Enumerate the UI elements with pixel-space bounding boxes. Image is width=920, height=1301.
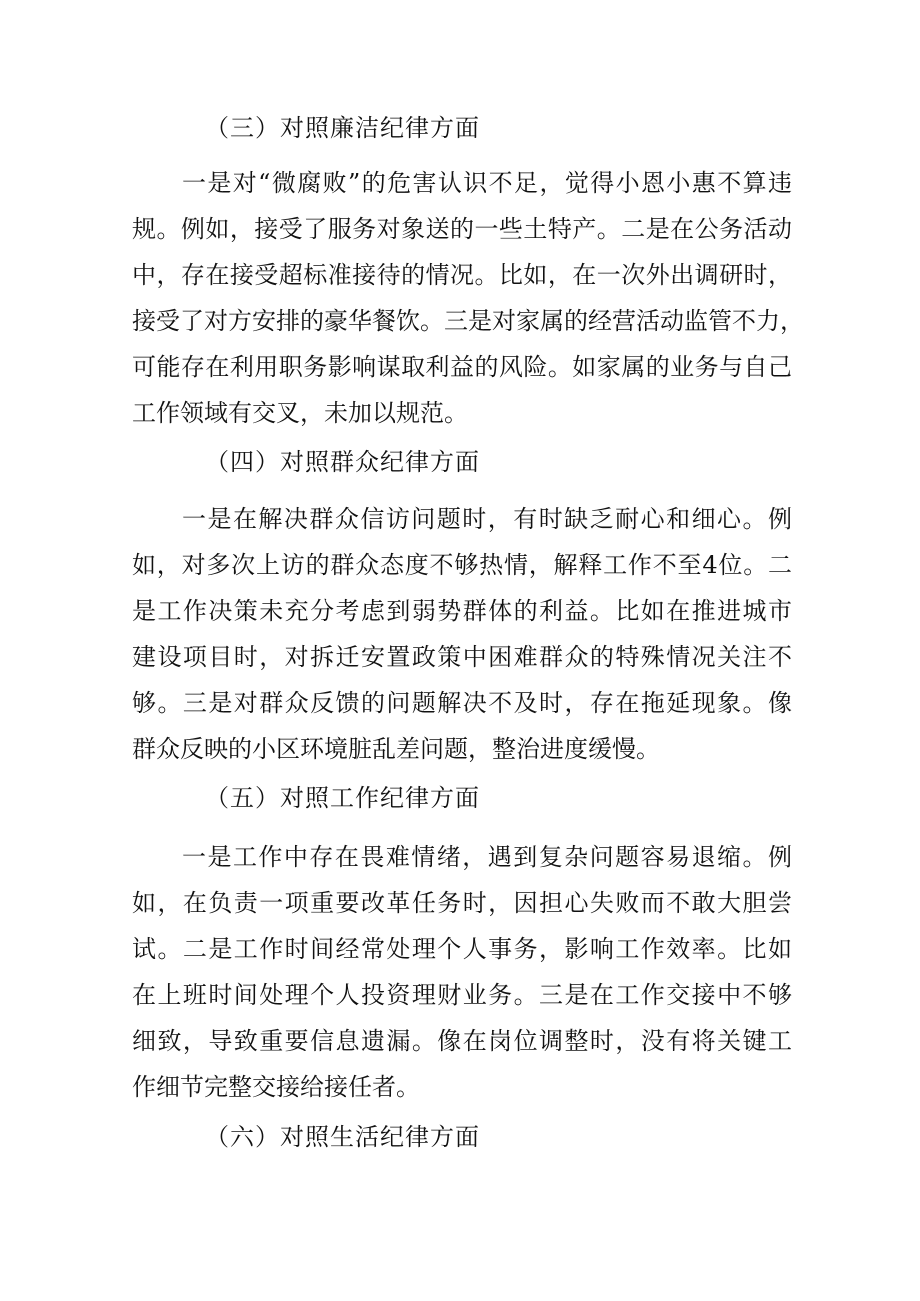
paragraph-line: 一是在解决群众信访问题时，有时缺乏耐心和细心。例 — [182, 505, 792, 533]
paragraph-line: 如，在负责一项重要改革任务时，因担心失败而不敢大胆尝 — [132, 889, 792, 917]
paragraph-line: 建设项目时，对拆迁安置政策中困难群众的特殊情况关注不 — [132, 643, 792, 671]
paragraph-line: 规。例如，接受了服务对象送的一些土特产。二是在公务活动 — [132, 215, 792, 243]
paragraph-line: 一是对“微腐败”的危害认识不足，觉得小恩小惠不算违 — [182, 169, 792, 197]
paragraph-line: 如，对多次上访的群众态度不够热情，解释工作不至4位。二 — [132, 551, 792, 579]
paragraph-line: 可能存在利用职务影响谋取利益的风险。如家属的业务与自己 — [132, 353, 792, 381]
section-paragraph-4 — [132, 496, 792, 772]
section-heading-5: （五）对照工作纪律方面 — [205, 784, 480, 812]
section-heading-6: （六）对照生活纪律方面 — [205, 1123, 480, 1151]
section-paragraph-3 — [132, 160, 804, 436]
section-heading-3: （三）对照廉洁纪律方面 — [205, 114, 480, 142]
paragraph-line: 细致，导致重要信息遗漏。像在岗位调整时，没有将关键工 — [132, 1027, 792, 1055]
paragraph-line: 接受了对方安排的豪华餐饮。三是对家属的经营活动监管不力， — [132, 307, 804, 335]
paragraph-line: 作细节完整交接给接任者。 — [132, 1073, 420, 1101]
paragraph-line: 中，存在接受超标准接待的情况。比如，在一次外出调研时， — [132, 261, 792, 289]
paragraph-line: 是工作决策未充分考虑到弱势群体的利益。比如在推进城市 — [132, 597, 792, 625]
paragraph-line: 一是工作中存在畏难情绪，遇到复杂问题容易退缩。例 — [182, 843, 792, 871]
paragraph-line: 群众反映的小区环境脏乱差问题，整治进度缓慢。 — [132, 735, 660, 763]
section-heading-4: （四）对照群众纪律方面 — [205, 448, 480, 476]
paragraph-line: 够。三是对群众反馈的问题解决不及时，存在拖延现象。像 — [132, 689, 792, 717]
section-paragraph-5 — [132, 834, 792, 1110]
paragraph-line: 工作领域有交叉，未加以规范。 — [132, 399, 468, 427]
paragraph-line: 在上班时间处理个人投资理财业务。三是在工作交接中不够 — [132, 981, 792, 1009]
paragraph-line: 试。二是工作时间经常处理个人事务，影响工作效率。比如 — [132, 935, 792, 963]
